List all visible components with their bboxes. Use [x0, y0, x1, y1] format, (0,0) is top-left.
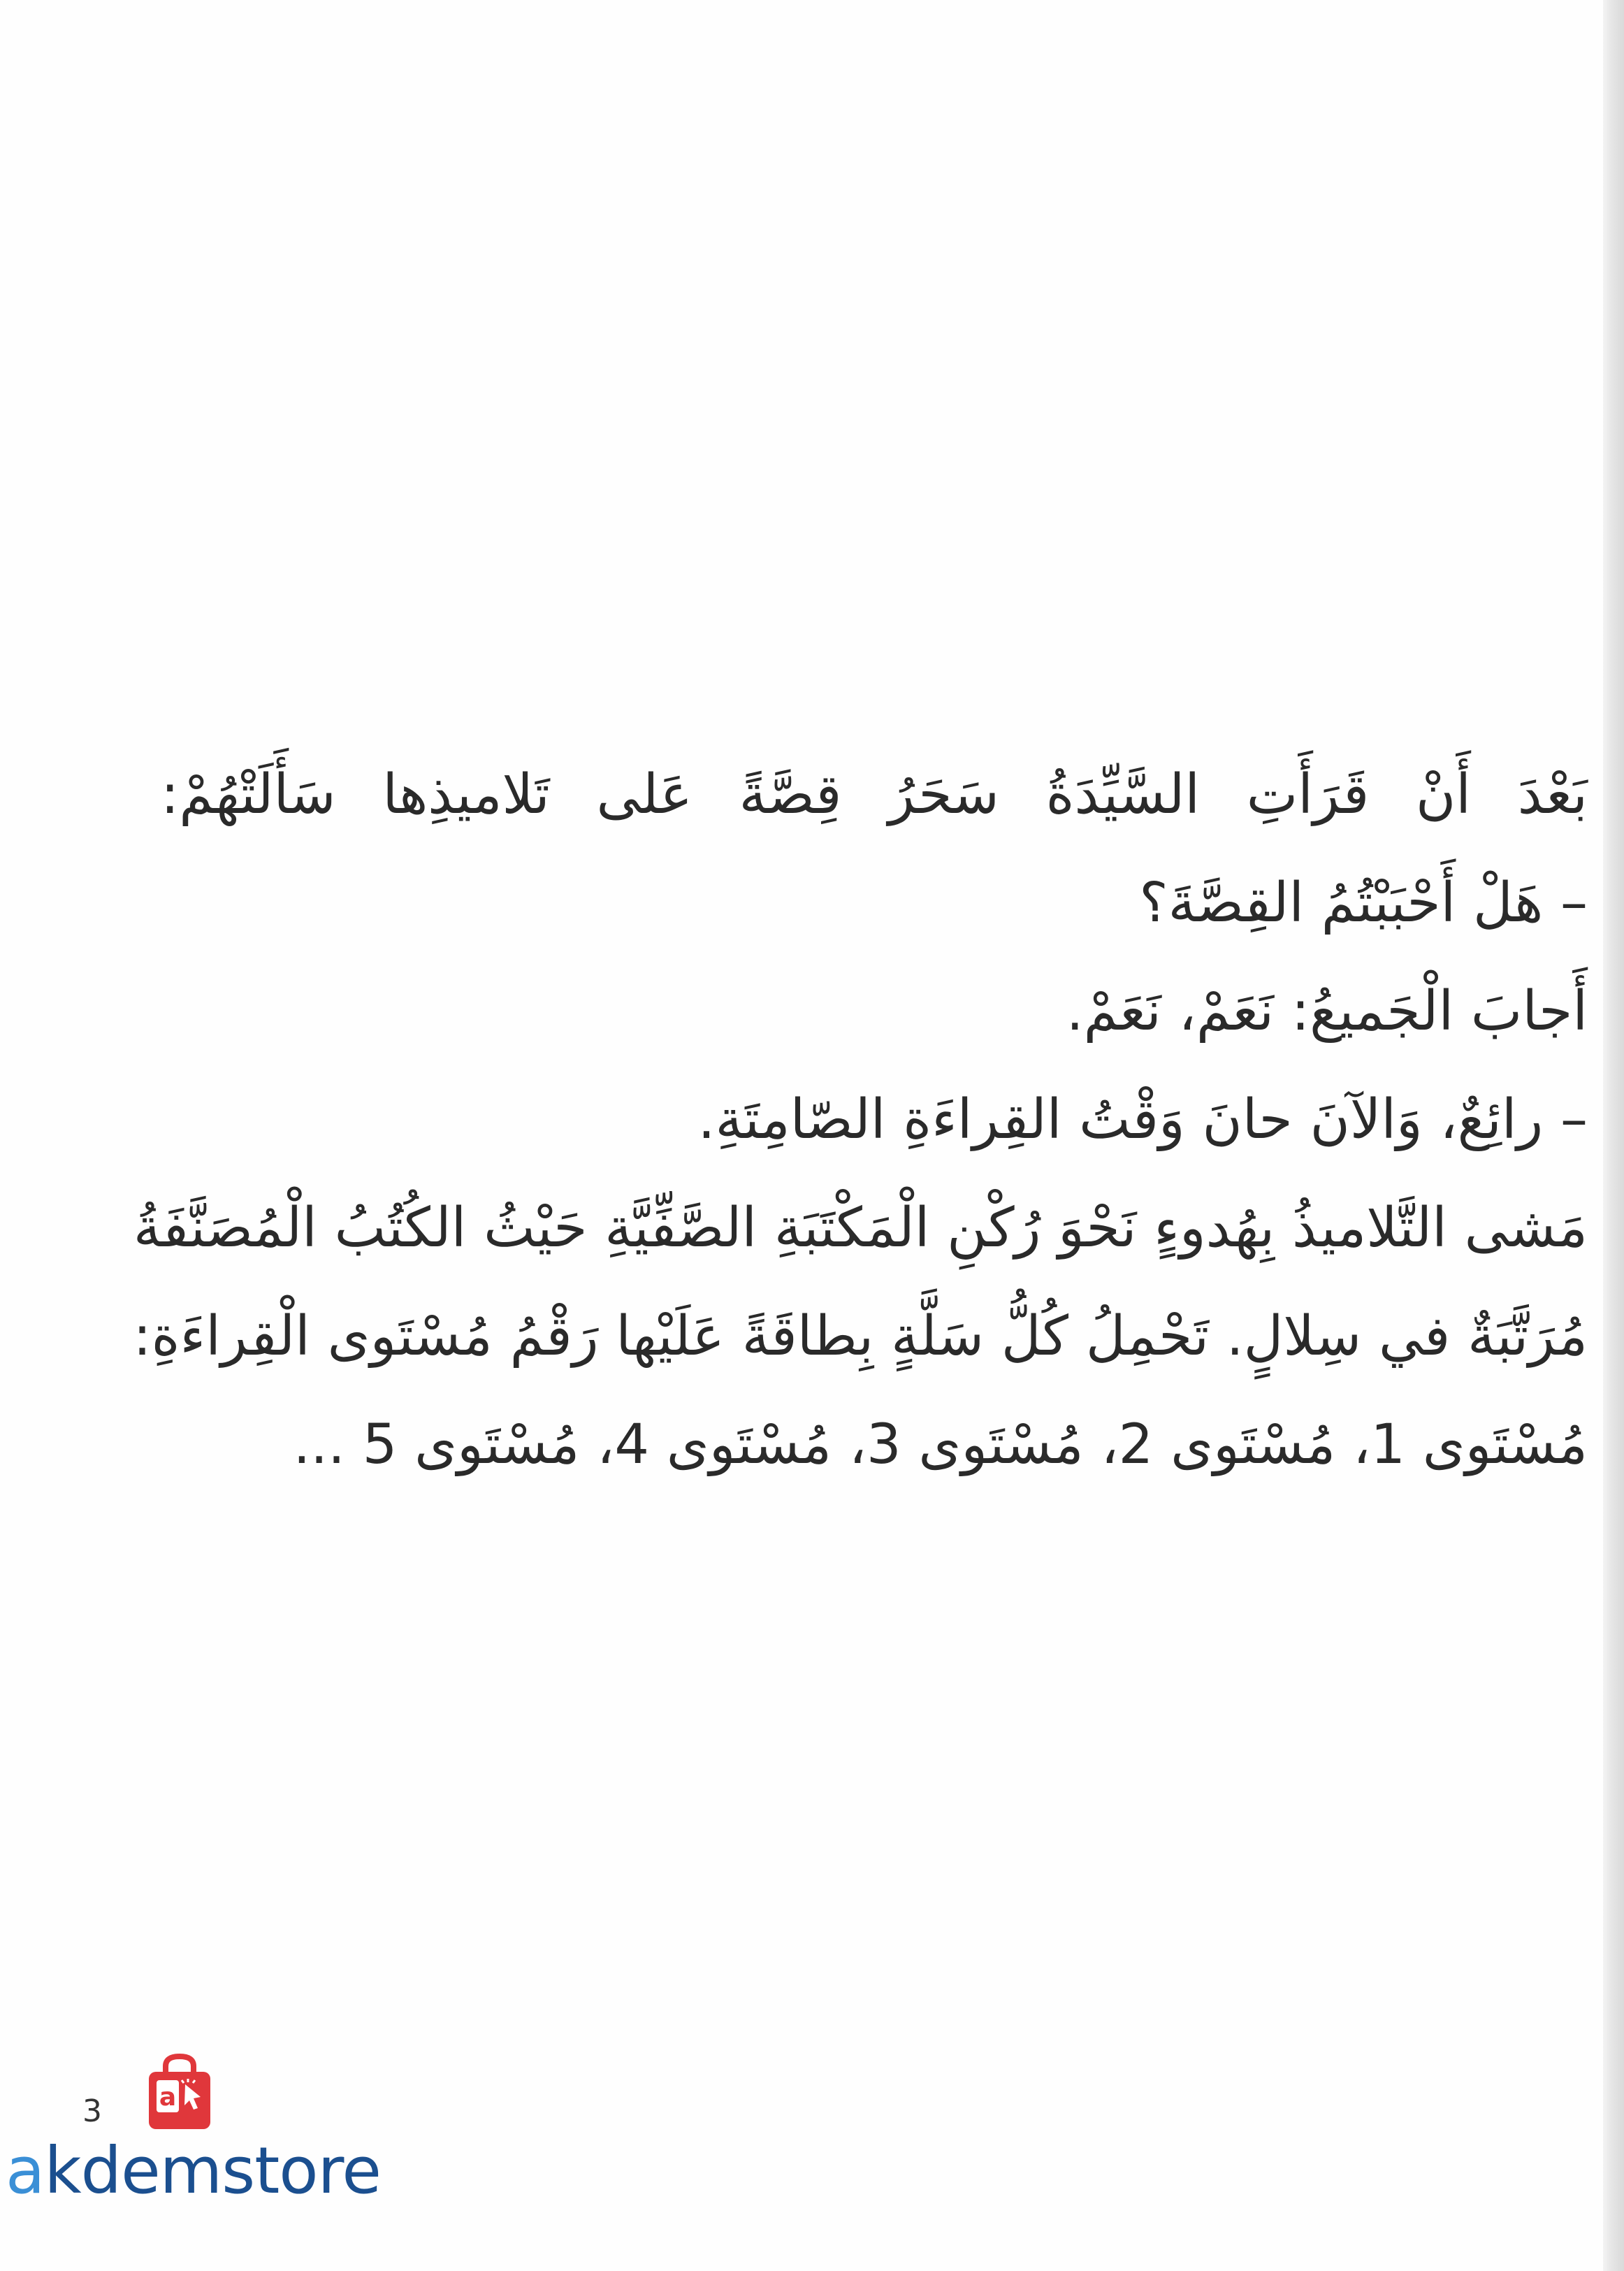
story-line-7: مُسْتَوى 1، مُسْتَوى 2، مُسْتَوى 3، مُسْتَوى 4، مُسْتَوى 5 ... [293, 1413, 1588, 1476]
logo-text-rest: kdemstore [44, 2133, 381, 2208]
page-edge [1603, 0, 1624, 2271]
story-text [133, 741, 1588, 1499]
bag-icon [145, 2054, 215, 2132]
logo-text-accent: a [6, 2133, 45, 2208]
story-line-5: مَشى التَّلاميذُ بِهُدوءٍ نَحْوَ رُكْنِ الْمَكْتَبَةِ الصَّفِّيَّةِ حَيْثُ الكُتُبُ الْمُصَنَّفَةُ [133, 1197, 1588, 1260]
logo-icon-letter: a [159, 2083, 177, 2112]
story-line-2: – هَلْ أَحْبَبْتُمُ القِصَّةَ؟ [1139, 872, 1588, 935]
brand-logo[interactable] [6, 2133, 381, 2208]
story-line-1: بَعْدَ أَنْ قَرَأَتِ السَّيِّدَةُ سَحَرُ قِصَّةً عَلى تَلاميذِها سَأَلَتْهُمْ: [161, 763, 1588, 826]
page-number: 3 [82, 2093, 102, 2129]
story-line-3: أَجابَ الْجَميعُ: نَعَمْ، نَعَمْ. [1066, 980, 1588, 1043]
story-line-6: مُرَتَّبَةٌ في سِلالٍ. تَحْمِلُ كُلُّ سَلَّةٍ بِطاقَةً عَلَيْها رَقْمُ مُسْتَوى الْقِراءَةِ: [133, 1305, 1588, 1368]
story-line-4: – رائِعٌ، وَالآنَ حانَ وَقْتُ القِراءَةِ الصّامِتَةِ. [697, 1088, 1588, 1151]
